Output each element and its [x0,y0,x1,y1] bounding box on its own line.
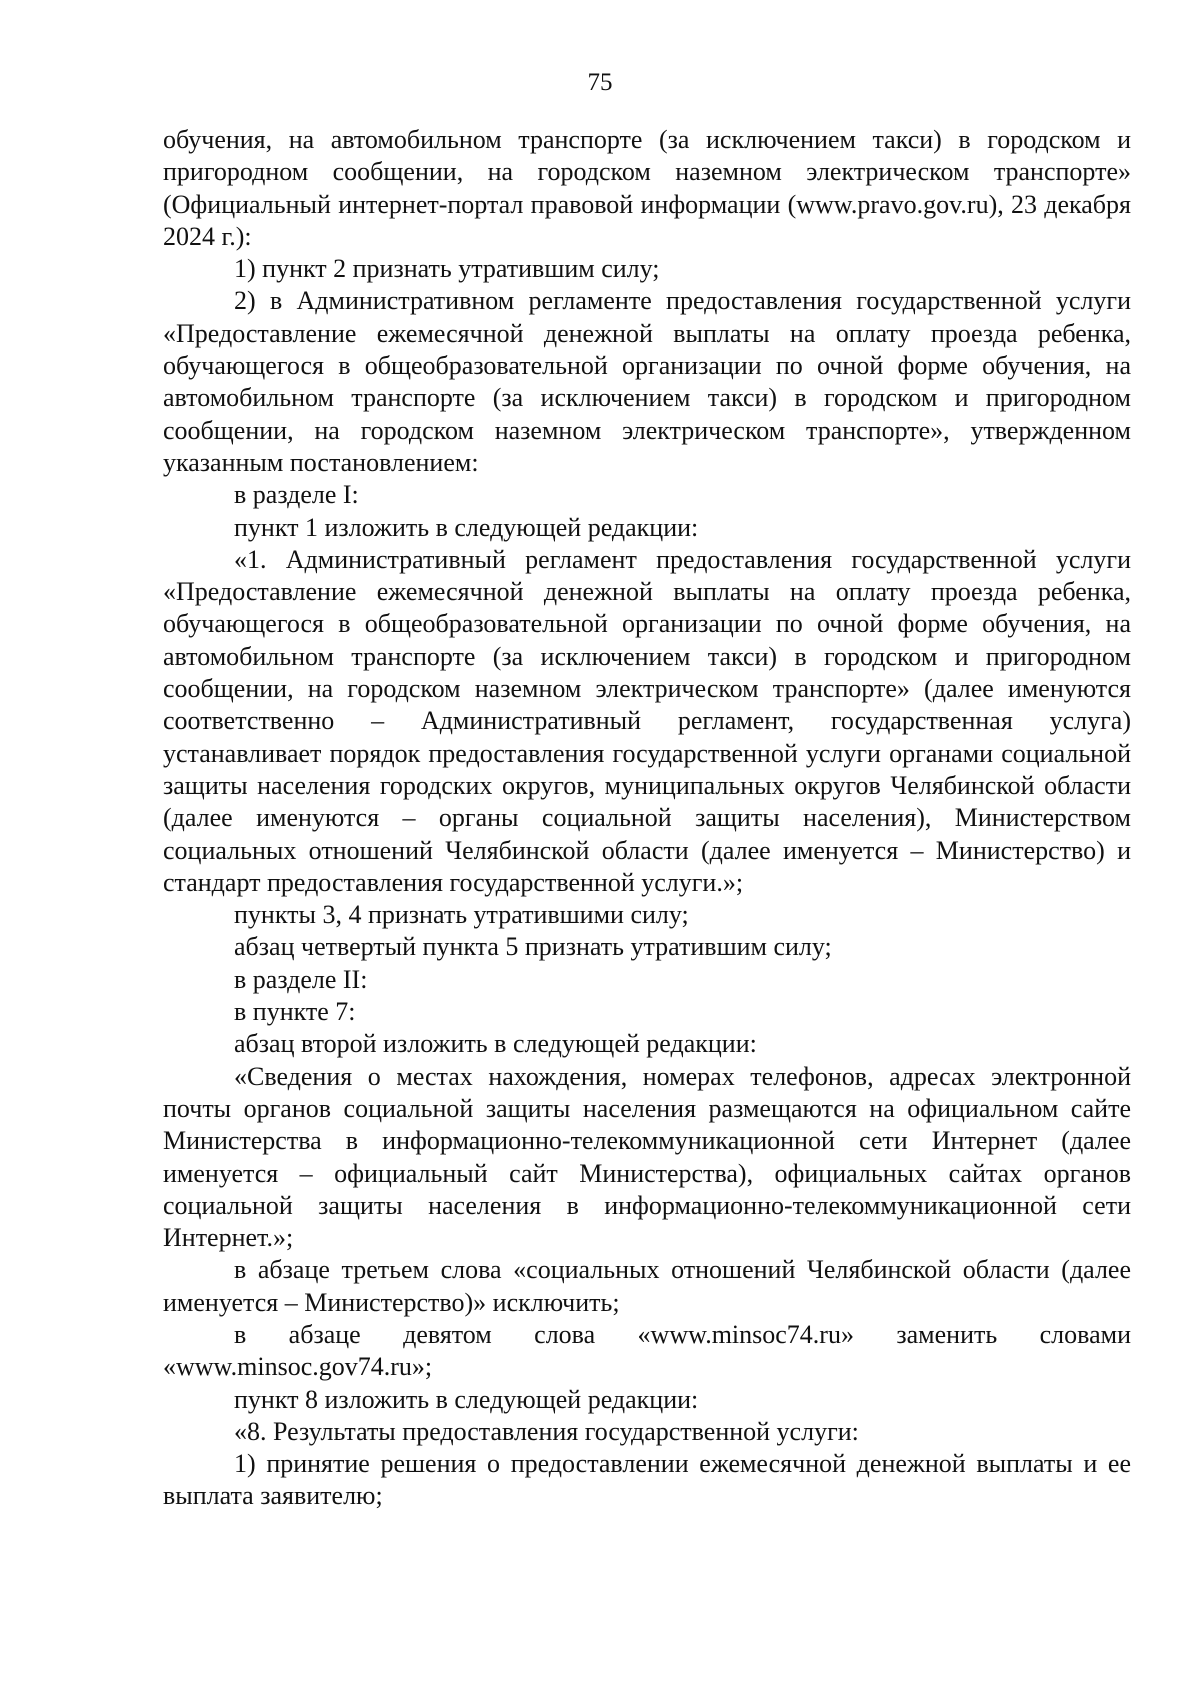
paragraph: «8. Результаты предоставления государственной услуги: [234,1416,859,1446]
document-body [163,124,1131,1513]
paragraph: «1. Административный регламент предоставления государственной услуги «Предоставление ежемесячной денежной выплаты на оплату проезда ребенка, обучающегося в общеобразовательной организации по очной форме обучения, на автомобильном транспорте (за исключением такси) в городском и пригородном сообщении, на городском наземном электрическом транспорте» (далее именуются соответственно – Административный регламент, государственная услуга) устанавливает порядок предоставления государственной услуги органами социальной защиты населения городских округов, муниципальных округов Челябинской области (далее именуются – органы социальной защиты населения), Министерством социальных отношений Челябинской области (далее именуется – Министерство) и стандарт предоставления государственной услуги.»; [163,544,1131,897]
paragraph: пункт 8 изложить в следующей редакции: [234,1384,699,1414]
paragraph: в разделе I: [234,480,359,510]
paragraph: абзац четвертый пункта 5 признать утратившим силу; [234,932,832,962]
paragraph: в разделе II: [234,964,368,994]
paragraph: в пункте 7: [234,997,356,1027]
paragraph: 1) пункт 2 признать утратившим силу; [234,254,660,284]
paragraph: обучения, на автомобильном транспорте (за исключением такси) в городском и пригородном сообщении, на городском наземном электрическом транспорте» (Официальный интернет-портал правовой информации (www.pravo.gov.ru), 23 декабря 2024 г.): [163,125,1131,251]
paragraph: 1) принятие решения о предоставлении ежемесячной денежной выплаты и ее выплата заявителю; [163,1449,1131,1511]
paragraph: в абзаце девятом слова «www.minsoc74.ru» заменить словами «www.minsoc.gov74.ru»; [163,1319,1131,1382]
paragraph: пункты 3, 4 признать утратившими силу; [234,900,689,930]
paragraph: пункт 1 изложить в следующей редакции: [234,512,699,542]
paragraph: абзац второй изложить в следующей редакции: [234,1029,757,1059]
page-number: 75 [587,69,613,96]
paragraph: в абзаце третьем слова «социальных отношений Челябинской области (далее именуется – Министерство)» исключить; [163,1255,1131,1317]
paragraph: «Сведения о местах нахождения, номерах телефонов, адресах электронной почты органов социальной защиты населения размещаются на официальном сайте Министерства в информационно-телекоммуникационной сети Интернет (далее именуется – официальный сайт Министерства), официальных сайтах органов социальной защиты населения в информационно-телекоммуникационной сети Интернет.»; [163,1061,1131,1253]
paragraph: 2) в Административном регламенте предоставления государственной услуги «Предоставление ежемесячной денежной выплаты на оплату проезда ребенка, обучающегося в общеобразовательной организации по очной форме обучения, на автомобильном транспорте (за исключением такси) в городском и пригородном сообщении, на городском наземном электрическом транспорте», утвержденном указанным постановлением: [163,286,1131,477]
